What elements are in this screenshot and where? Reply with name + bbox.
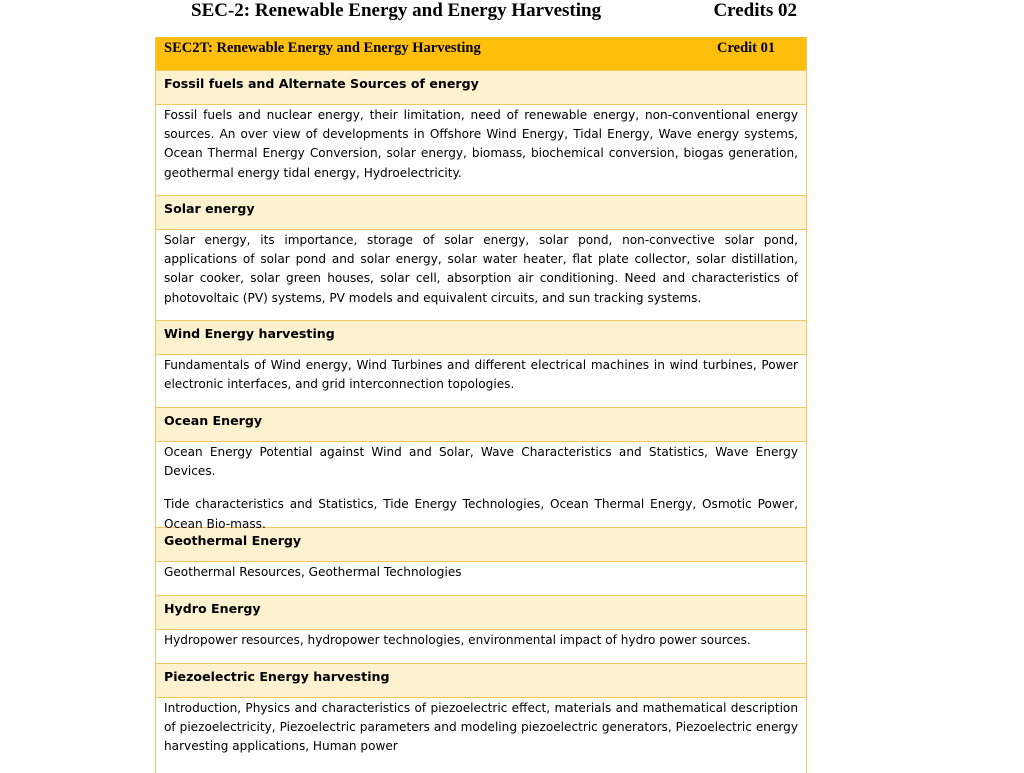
page-header (191, 0, 797, 22)
section-heading-piezo: Piezoelectric Energy harvesting (156, 664, 806, 698)
section-body-hydro (156, 630, 806, 664)
section-paragraph: Solar energy, its importance, storage of solar energy, solar pond, non-convective solar pond, applications of solar pond and solar energy, solar water heater, flat plate collector, solar distillation, solar cooker, solar green houses, solar cell, absorption air conditioning. Need and characteristics of photovoltaic (PV) systems, PV models and equivalent circuits, and sun tracking systems. (164, 233, 798, 305)
table-header-title: SEC2T: Renewable Energy and Energy Harvesting (164, 40, 481, 56)
section-body-wind (156, 355, 806, 408)
section-paragraph: Tide characteristics and Statistics, Tide Energy Technologies, Ocean Thermal Energy, Osmotic Power, Ocean Bio-mass. (164, 497, 798, 531)
section-body-geothermal (156, 562, 806, 596)
section-heading-solar: Solar energy (156, 196, 806, 230)
page-title: SEC-2: Renewable Energy and Energy Harvesting (191, 0, 602, 21)
section-heading-hydro: Hydro Energy (156, 596, 806, 630)
section-paragraph: Hydropower resources, hydropower technologies, environmental impact of hydro power sources. (164, 633, 751, 647)
section-paragraph: Fundamentals of Wind energy, Wind Turbines and different electrical machines in wind turbines, Power electronic interfaces, and grid interconnection topologies. (164, 358, 798, 392)
page-credits: Credits 02 (713, 0, 797, 21)
section-body-piezo (156, 698, 806, 773)
section-body-solar (156, 230, 806, 321)
table-header-credit: Credit 01 (717, 40, 776, 56)
section-paragraph: Ocean Energy Potential against Wind and Solar, Wave Characteristics and Statistics, Wave Energy Devices. (164, 445, 798, 479)
section-paragraph: Fossil fuels and nuclear energy, their limitation, need of renewable energy, non-conventional energy sources. An over view of developments in Offshore Wind Energy, Tidal Energy, Wave energy systems, Ocean Thermal Energy Conversion, solar energy, biomass, biochemical conversion, biogas generation, geothermal energy tidal energy, Hydroelectricity. (164, 108, 798, 180)
section-heading-wind: Wind Energy harvesting (156, 321, 806, 355)
section-paragraph: Geothermal Resources, Geothermal Technologies (164, 565, 462, 579)
table-header (156, 37, 806, 71)
section-paragraph: Introduction, Physics and characteristics of piezoelectric effect, materials and mathematical description of piezoelectricity, Piezoelectric parameters and modeling piezoelectric generators, Piezoelectric energy harvesting applications, Human power (164, 701, 798, 754)
section-heading-geothermal: Geothermal Energy (156, 528, 806, 562)
syllabus-table (155, 37, 807, 773)
section-heading-fossil: Fossil fuels and Alternate Sources of energy (156, 71, 806, 105)
section-body-ocean (156, 442, 806, 531)
section-body-fossil (156, 105, 806, 196)
section-heading-ocean: Ocean Energy (156, 408, 806, 442)
